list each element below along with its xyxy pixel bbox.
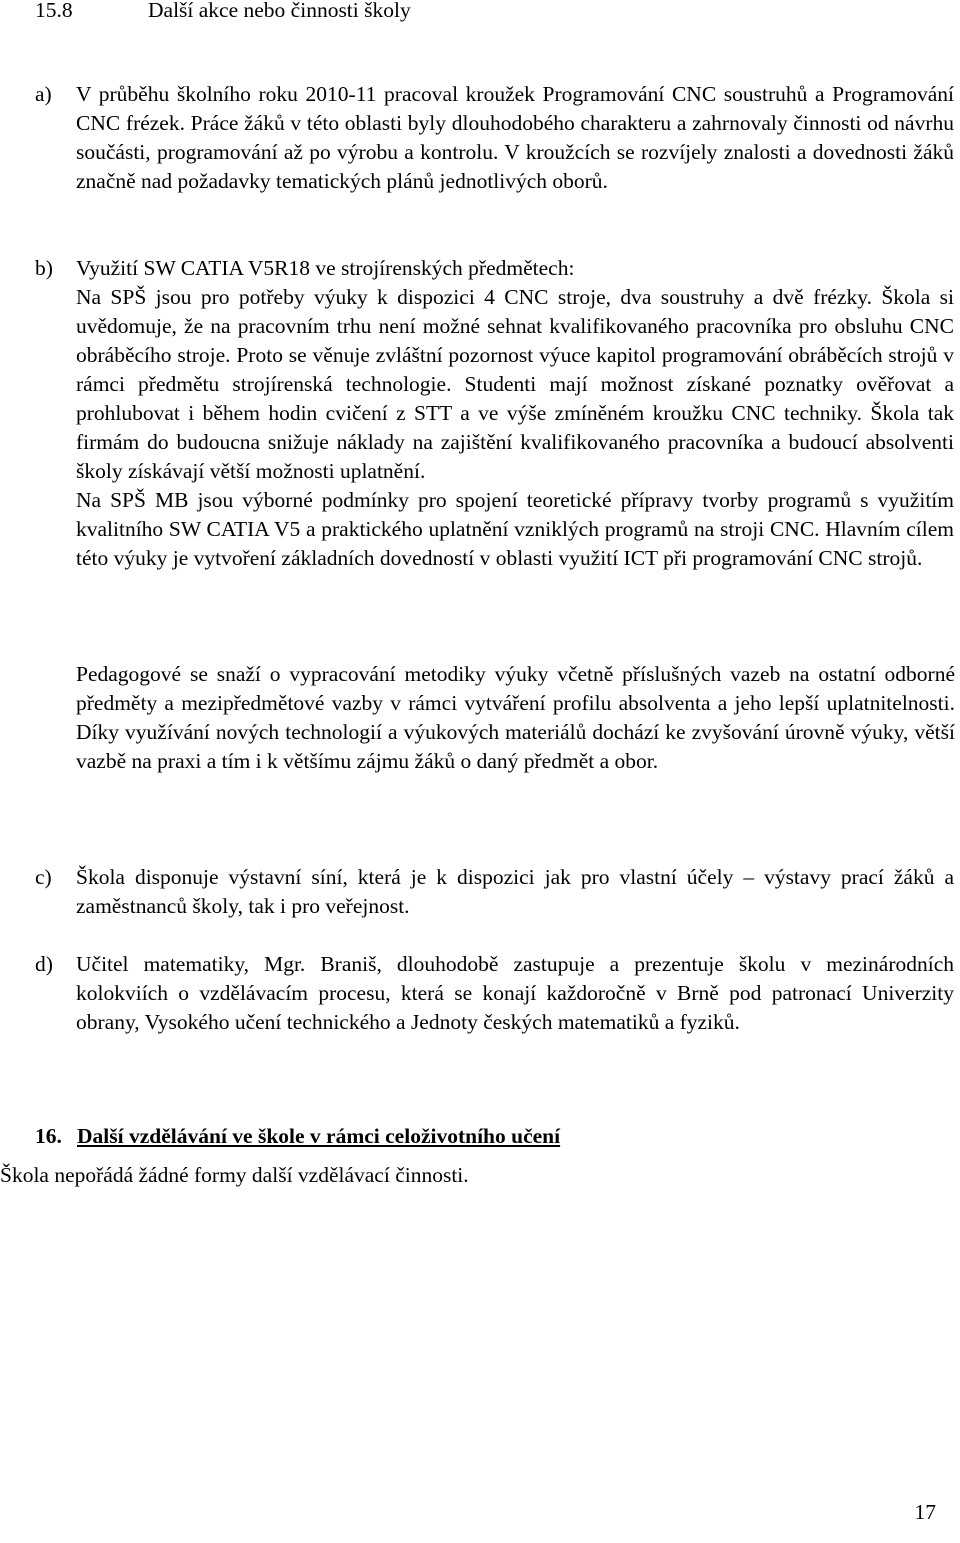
paragraph-b1: Na SPŠ jsou pro potřeby výuky k dispozici 4 CNC stroje, dva soustruhy a dvě frézky. Škola si uvědomuje, že na pracovním trhu není možné sehnat kvalifikovaného pracovníka pro obsluhu CNC obráběcího stroje. Proto se věnuje zvláštní pozornost výuce kapitol programování obráběcích strojů v rámci předmětu strojírenská technologie. Studenti mají možnost získané poznatky ověřovat a prohlubovat i během hodin cvičení z STT a ve výše zmíněném kroužku CNC techniky. Škola tak firmám do budoucna snižuje náklady na zajištění kvalifikovaného pracovníka a budoucí absolventi školy získávají větší možnosti uplatnění. [76, 285, 954, 483]
list-item-b [35, 254, 955, 573]
list-label-a: a) [35, 82, 52, 106]
section-title: Další vzdělávání ve škole v rámci celoživotního učení [77, 1124, 561, 1148]
section-number: 16. [35, 1124, 62, 1148]
paragraph-d: Učitel matematiky, Mgr. Braniš, dlouhodobě zastupuje a prezentuje školu v mezinárodních kolokviích o vzdělávacím procesu, která se konají každoročně v Brně pod patronací Univerzity obrany, Vysokého učení technického a Jednoty českých matematiků a fyziků. [76, 952, 954, 1034]
paragraph-b2: Na SPŠ MB jsou výborné podmínky pro spojení teoretické přípravy tvorby programů s využitím kvalitního SW CATIA V5 a praktického uplatnění vzniklých programů na stroji CNC. Hlavním cílem této výuky je vytvoření základních dovedností v oblasti využití ICT při programování CNC strojů. [76, 488, 954, 570]
page-number: 17 [914, 1500, 936, 1524]
list-item-c [35, 863, 955, 921]
item-b-heading: Využití SW CATIA V5R18 ve strojírenských předmětech: [76, 256, 575, 280]
list-label-c: c) [35, 865, 52, 889]
list-label-d: d) [35, 952, 53, 976]
list-label-b: b) [35, 256, 53, 280]
section-16-text: Škola nepořádá žádné formy další vzdělávací činnosti. [0, 1163, 469, 1187]
section-number: 15.8 [35, 0, 73, 22]
section-heading-15-8 [35, 0, 411, 25]
paragraph-a: V průběhu školního roku 2010-11 pracoval kroužek Programování CNC soustruhů a Programování CNC frézek. Práce žáků v této oblasti byly dlouhodobého charakteru a zahrnovaly činnosti od návrhu součásti, programování až po výrobu a kontrolu. V kroužcích se rozvíjely znalosti a dovednosti žáků značně nad požadavky tematických plánů jednotlivých oborů. [76, 82, 954, 193]
paragraph-c: Škola disponuje výstavní síní, která je k dispozici jak pro vlastní účely – výstavy prací žáků a zaměstnanců školy, tak i pro veřejnost. [76, 865, 954, 918]
list-item-a [35, 80, 955, 196]
list-item-d [35, 950, 955, 1037]
paragraph-b3: Pedagogové se snaží o vypracování metodiky výuky včetně příslušných vazeb na ostatní odborné předměty a mezipředmětové vazby v rámci vytváření profilu absolventa a jeho lepší uplatnitelnosti. Díky využívání nových technologií a výukových materiálů dochází ke zvyšování úrovně výuky, větší vazbě na praxi a tím i k většímu zájmu žáků o daný předmět a obor. [76, 662, 955, 773]
section-title: Další akce nebo činnosti školy [148, 0, 411, 22]
section-heading-16 [35, 1122, 560, 1151]
